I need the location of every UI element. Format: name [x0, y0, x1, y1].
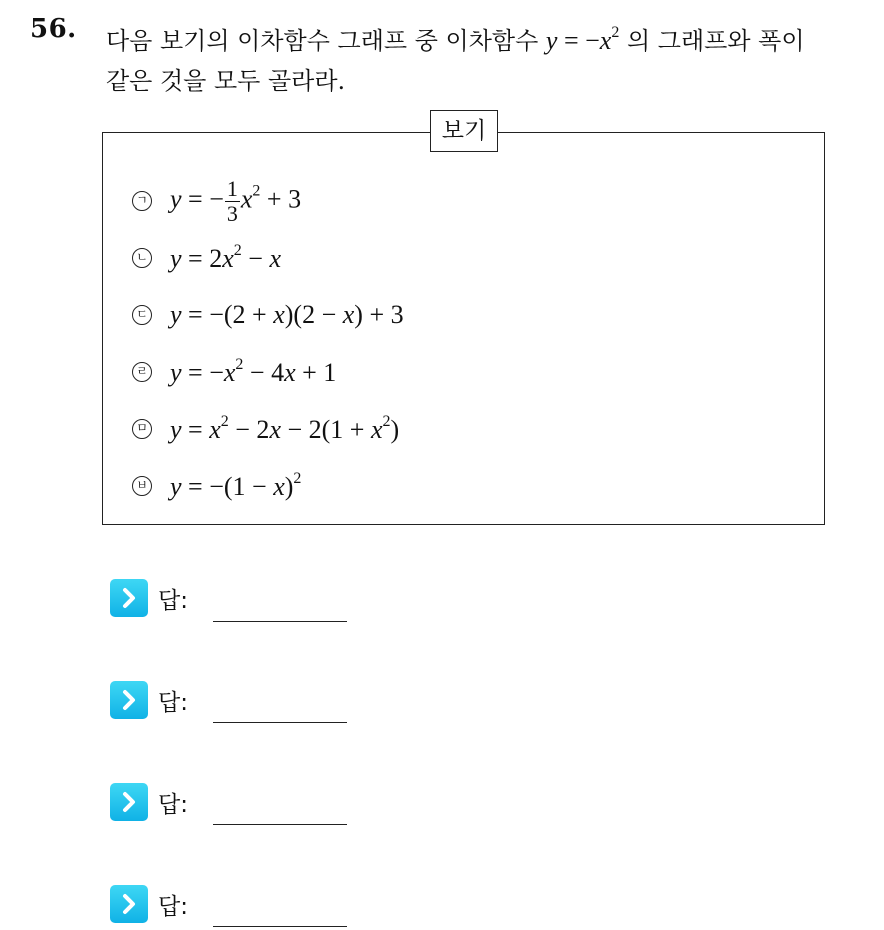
chevron-right-icon	[110, 885, 148, 923]
answer-label: 답:	[158, 689, 188, 716]
answer-blank-4[interactable]	[213, 926, 347, 927]
fraction: $\frac{1}{3}$	[226, 175, 238, 226]
question-text	[106, 13, 876, 101]
option-expression: $y = -x^2 - 4x + 1$	[170, 356, 337, 387]
option-marker: ㅂ	[132, 476, 152, 496]
answer-label: 답:	[158, 587, 188, 614]
question-text-part: 다음 보기의 이차함수 그래프 중 이차함수	[106, 27, 539, 55]
option-item-2	[132, 238, 281, 278]
options-box-title: 보기	[430, 110, 498, 152]
question-line-1	[106, 13, 876, 61]
option-item-3	[132, 295, 404, 335]
answer-label: 답:	[158, 791, 188, 818]
math-op: = −	[557, 26, 600, 55]
answer-blank-1[interactable]	[213, 621, 347, 622]
option-item-1	[132, 175, 302, 226]
answer-row-1	[110, 578, 188, 618]
option-marker: ㄴ	[132, 248, 152, 268]
option-expression: y = −(2 + x)(2 − x) + 3	[170, 300, 404, 329]
chevron-right-icon	[110, 783, 148, 821]
option-item-5	[132, 409, 399, 449]
math-exponent: 2	[611, 24, 620, 41]
answer-row-3	[110, 782, 188, 822]
math-var: x	[599, 26, 612, 55]
option-expression: $y = 2x^2 - x$	[170, 242, 281, 273]
answer-label: 답:	[158, 893, 188, 920]
chevron-right-icon	[110, 579, 148, 617]
question-line-2: 같은 것을 모두 골라라.	[106, 67, 346, 95]
answer-row-4	[110, 884, 188, 924]
option-item-6	[132, 466, 301, 506]
option-expression: y = − $\frac{1}{3}$ $x^2 + 3$	[170, 175, 302, 226]
option-expression: $y = -(1 - x)^2$	[170, 470, 302, 501]
math-var: y	[545, 26, 558, 55]
chevron-right-icon	[110, 681, 148, 719]
option-marker: ㄷ	[132, 305, 152, 325]
answer-blank-2[interactable]	[213, 722, 347, 723]
option-marker: ㄹ	[132, 362, 152, 382]
question-text-part: 의 그래프와 폭이	[626, 27, 805, 55]
question-number: 56.	[30, 14, 77, 44]
answer-blank-3[interactable]	[213, 824, 347, 825]
option-item-4	[132, 352, 336, 392]
option-marker: ㄱ	[132, 191, 152, 211]
option-expression: $y = x^2 - 2x - 2(1 + x^2)$	[170, 413, 400, 444]
option-marker: ㅁ	[132, 419, 152, 439]
answer-row-2	[110, 680, 188, 720]
